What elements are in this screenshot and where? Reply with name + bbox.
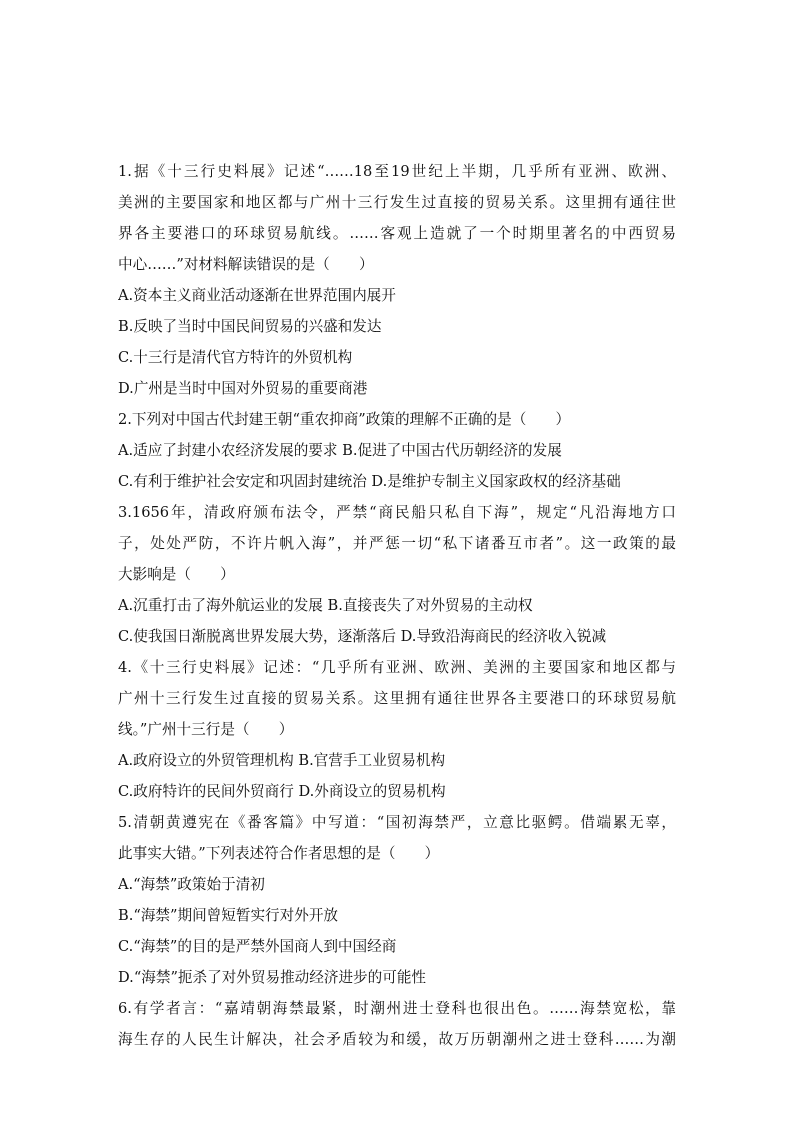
q3-options-ab: A.沉重打击了海外航运业的发展 B.直接丧失了对外贸易的主动权 [118,597,533,614]
document-page [118,156,676,1055]
q1-stem-line-1: 1.据《十三行史料展》记述“……18至19世纪上半期，几乎所有亚洲、欧洲、 [118,163,676,180]
q4-stem-line-3: 线。”广州十三行是（ ） [118,721,294,738]
q2-stem: 2.下列对中国古代封建王朝“重农抑商”政策的理解不正确的是（ ） [118,411,571,428]
q6-stem-line-2: 海生存的人民生计解决，社会矛盾较为和缓，故万历朝潮州之进士登科……为潮 [118,1031,676,1048]
q4-options-cd: C.政府特许的民间外贸商行 D.外商设立的贸易机构 [118,783,446,800]
q1-option-d: D.广州是当时中国对外贸易的重要商港 [118,380,368,397]
q3-stem-line-3: 大影响是（ ） [118,566,235,583]
q3-stem-line-2: 子，处处严防，不许片帆入海”，并严惩一切“私下诸番互市者”。这一政策的最 [118,535,676,552]
q4-stem-line-2: 广州十三行发生过直接的贸易关系。这里拥有通往世界各主要港口的环球贸易航 [118,690,676,707]
q2-options-cd: C.有利于维护社会安定和巩固封建统治 D.是维护专制主义国家政权的经济基础 [118,473,621,490]
q5-option-a: A.“海禁”政策始于清初 [118,876,265,893]
q3-stem-line-1: 3.1656年，清政府颁布法令，严禁“商民船只私自下海”，规定“凡沿海地方口 [118,504,676,521]
q5-option-d: D.“海禁”扼杀了对外贸易推动经济进步的可能性 [118,969,427,986]
q5-option-c: C.“海禁”的目的是严禁外国商人到中国经商 [118,938,397,955]
q2-options-ab: A.适应了封建小农经济发展的要求 B.促进了中国古代历朝经济的发展 [118,442,562,459]
q6-stem-line-1: 6.有学者言：“嘉靖朝海禁最紧，时潮州进士登科也很出色。……海禁宽松，靠 [118,1000,676,1017]
q1-option-c: C.十三行是清代官方特许的外贸机构 [118,349,353,366]
q5-option-b: B.“海禁”期间曾短暂实行对外开放 [118,907,339,924]
q1-option-a: A.资本主义商业活动逐渐在世界范围内展开 [118,287,396,304]
q1-option-b: B.反映了当时中国民间贸易的兴盛和发达 [118,318,382,335]
q5-stem-line-1: 5.清朝黄遵宪在《番客篇》中写道：“国初海禁严，立意比驱鳄。借端累无辜， [118,814,676,831]
q5-stem-line-2: 此事实大错。”下列表述符合作者思想的是（ ） [118,845,440,862]
q1-stem-line-2: 美洲的主要国家和地区都与广州十三行发生过直接的贸易关系。这里拥有通往世 [118,194,676,211]
q4-options-ab: A.政府设立的外贸管理机构 B.官营手工业贸易机构 [118,752,446,769]
q1-stem-line-3: 界各主要港口的环球贸易航线。……客观上造就了一个时期里著名的中西贸易 [118,225,676,242]
q3-options-cd: C.使我国日渐脱离世界发展大势，逐渐落后 D.导致沿海商民的经济收入锐减 [118,628,607,645]
q1-stem-line-4: 中心……”对材料解读错误的是（ ） [118,256,374,273]
q4-stem-line-1: 4.《十三行史料展》记述：“几乎所有亚洲、欧洲、美洲的主要国家和地区都与 [118,659,676,676]
